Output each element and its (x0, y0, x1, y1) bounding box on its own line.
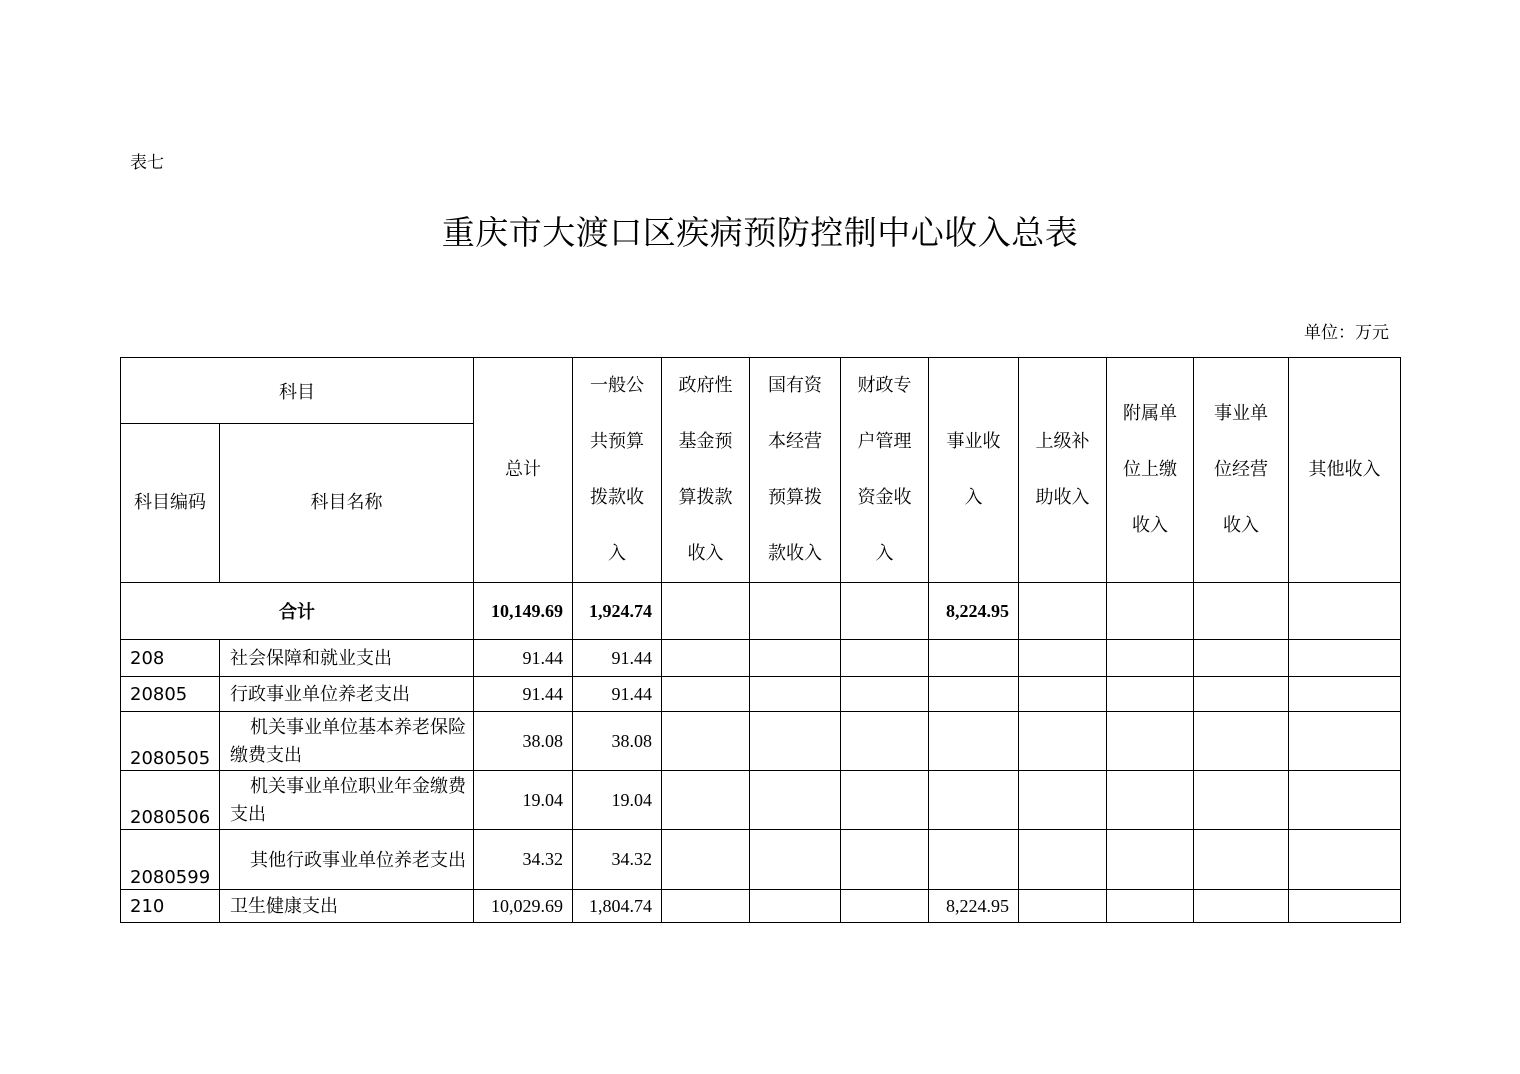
row-value (1019, 640, 1107, 677)
total-value (1019, 583, 1107, 640)
total-value (750, 583, 841, 640)
header-column-4-line: 财政专 (857, 375, 912, 396)
header-column-3-line: 本经营 (768, 431, 822, 452)
row-value (929, 830, 1019, 890)
header-column-3-line: 款收入 (768, 543, 822, 564)
row-value (1107, 890, 1194, 923)
total-value: 1,924.74 (573, 583, 662, 640)
row-value (929, 677, 1019, 712)
row-value (662, 712, 750, 771)
row-value (750, 771, 841, 830)
total-value: 8,224.95 (929, 583, 1019, 640)
header-column-7-line: 附属单 (1123, 403, 1177, 424)
header-column-5-line: 入 (964, 487, 983, 508)
table-row (121, 712, 1401, 771)
header-column-4 (841, 358, 929, 583)
header-column-4-line: 户管理 (857, 431, 912, 452)
row-value (750, 830, 841, 890)
row-value (1194, 712, 1289, 771)
header-column-3-line: 预算拨 (768, 487, 822, 508)
header-column-7-line: 收入 (1132, 515, 1168, 536)
table-row (121, 890, 1401, 923)
total-label: 合计 (121, 583, 474, 640)
row-value (1289, 640, 1401, 677)
unit-label: 单位：万元 (1304, 323, 1389, 343)
row-value (1019, 830, 1107, 890)
subject-name: 机关事业单位基本养老保险缴费支出 (220, 712, 474, 771)
row-value: 19.04 (474, 771, 573, 830)
row-value (1107, 830, 1194, 890)
row-value (1107, 712, 1194, 771)
row-value (662, 771, 750, 830)
row-value: 91.44 (573, 677, 662, 712)
row-value (929, 640, 1019, 677)
header-column-7-line: 位上缴 (1123, 459, 1177, 480)
header-column-8-line: 事业单 (1214, 403, 1268, 424)
row-value: 34.32 (573, 830, 662, 890)
header-column-1-line: 一般公 (590, 375, 644, 396)
row-value (750, 640, 841, 677)
row-value (1107, 640, 1194, 677)
row-value (662, 830, 750, 890)
header-column-2-line: 政府性 (678, 375, 733, 396)
row-value (1194, 890, 1289, 923)
row-value (929, 771, 1019, 830)
header-column-1 (573, 358, 662, 583)
row-value (662, 677, 750, 712)
row-value (1194, 830, 1289, 890)
row-value (1289, 712, 1401, 771)
total-value: 10,149.69 (474, 583, 573, 640)
row-value (929, 712, 1019, 771)
header-column-1-line: 拨款收 (590, 487, 644, 508)
row-value (841, 890, 929, 923)
table-number: 表七 (130, 153, 164, 173)
row-value (1107, 677, 1194, 712)
page-title: 重庆市大渡口区疾病预防控制中心收入总表 (441, 213, 1079, 252)
row-value: 1,804.74 (573, 890, 662, 923)
row-value: 91.44 (573, 640, 662, 677)
row-value (750, 890, 841, 923)
table-row (121, 640, 1401, 677)
header-column-1-line: 共预算 (590, 431, 644, 452)
income-summary-table (120, 357, 1401, 923)
row-value (841, 771, 929, 830)
subject-code: 210 (121, 890, 220, 923)
header-column-3-line: 国有资 (768, 375, 822, 396)
row-value: 10,029.69 (474, 890, 573, 923)
header-column-7 (1107, 358, 1194, 583)
total-value (1194, 583, 1289, 640)
header-subject-name: 科目名称 (220, 424, 474, 583)
subject-name: 卫生健康支出 (220, 890, 474, 923)
row-value (1289, 771, 1401, 830)
header-column-8-line: 位经营 (1214, 459, 1268, 480)
subject-code: 2080505 (121, 712, 220, 771)
row-value (662, 890, 750, 923)
header-subject-code: 科目编码 (121, 424, 220, 583)
header-column-2-line: 基金预 (678, 431, 733, 452)
header-column-6 (1019, 358, 1107, 583)
header-column-0 (474, 358, 573, 583)
header-subject: 科目 (121, 358, 474, 424)
header-column-3 (750, 358, 841, 583)
total-value (662, 583, 750, 640)
row-value (1289, 890, 1401, 923)
header-column-2-line: 算拨款 (678, 487, 733, 508)
row-value: 91.44 (474, 640, 573, 677)
header-column-1-line: 入 (608, 543, 626, 564)
total-value (1289, 583, 1401, 640)
header-column-6-line: 上级补 (1035, 431, 1090, 452)
header-column-5-line: 事业收 (946, 431, 1001, 452)
header-column-5 (929, 358, 1019, 583)
row-value (841, 830, 929, 890)
subject-code: 2080599 (121, 830, 220, 890)
header-column-0-line: 总计 (505, 459, 541, 480)
total-row (121, 583, 1401, 640)
row-value (1194, 640, 1289, 677)
row-value (1019, 712, 1107, 771)
header-column-6-line: 助收入 (1035, 487, 1090, 508)
row-value: 19.04 (573, 771, 662, 830)
total-value (1107, 583, 1194, 640)
row-value: 8,224.95 (929, 890, 1019, 923)
row-value (1019, 771, 1107, 830)
subject-name: 社会保障和就业支出 (220, 640, 474, 677)
row-value: 91.44 (474, 677, 573, 712)
row-value (1194, 677, 1289, 712)
header-column-8-line: 收入 (1223, 515, 1259, 536)
row-value (1019, 677, 1107, 712)
table-row (121, 771, 1401, 830)
subject-name: 机关事业单位职业年金缴费支出 (220, 771, 474, 830)
header-column-4-line: 资金收 (857, 487, 912, 508)
header-column-2-line: 收入 (687, 543, 724, 564)
header-column-8 (1194, 358, 1289, 583)
subject-name: 行政事业单位养老支出 (220, 677, 474, 712)
row-value (750, 712, 841, 771)
header-column-2 (662, 358, 750, 583)
header-column-4-line: 入 (875, 543, 894, 564)
total-value (841, 583, 929, 640)
row-value: 38.08 (474, 712, 573, 771)
header-column-9 (1289, 358, 1401, 583)
subject-code: 2080506 (121, 771, 220, 830)
table-row (121, 677, 1401, 712)
row-value (841, 712, 929, 771)
row-value (1289, 830, 1401, 890)
subject-code: 208 (121, 640, 220, 677)
subject-code: 20805 (121, 677, 220, 712)
row-value (1289, 677, 1401, 712)
row-value (750, 677, 841, 712)
subject-name: 其他行政事业单位养老支出 (220, 830, 474, 890)
row-value (1107, 771, 1194, 830)
header-column-9-line: 其他收入 (1308, 459, 1381, 480)
row-value (1194, 771, 1289, 830)
row-value (662, 640, 750, 677)
row-value (1019, 890, 1107, 923)
row-value (841, 640, 929, 677)
row-value (841, 677, 929, 712)
row-value: 34.32 (474, 830, 573, 890)
row-value: 38.08 (573, 712, 662, 771)
table-row (121, 830, 1401, 890)
